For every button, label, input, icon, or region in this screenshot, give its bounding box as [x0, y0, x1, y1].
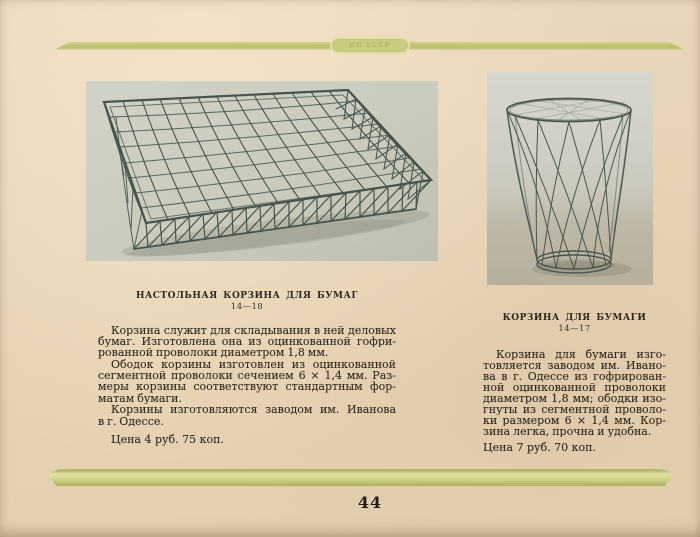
- left-item-section: [98, 291, 396, 446]
- text-line: меры корзины соответствуют стандартным фор-: [98, 381, 396, 393]
- text-line: в г. Одессе.: [98, 415, 164, 428]
- bottom-decorative-rule: [48, 469, 673, 486]
- text-line: зина легка, прочна и удобна.: [483, 425, 652, 437]
- text-line: ной оцинкованной проволоки: [483, 381, 666, 393]
- text-line: Корзины изготовляются заводом им. Иванова: [111, 404, 396, 416]
- left-item-price: Цена 4 руб. 75 коп.: [111, 433, 224, 447]
- text-line: Корзина для бумаги изго-: [496, 348, 666, 360]
- text-line: товляется заводом им. Ивано-: [483, 359, 666, 371]
- text-line: Ободок корзины изготовлен из оцинкованной: [111, 358, 396, 371]
- left-item-title: НАСТОЛЬНАЯ КОРЗИНА ДЛЯ БУМАГ: [135, 291, 359, 301]
- publisher-stamp-label: МП УССР: [349, 42, 391, 49]
- right-item-description: [483, 349, 666, 437]
- wastebasket-illustration: [487, 72, 653, 285]
- publisher-stamp: [330, 37, 410, 54]
- text-line: матам бумаги.: [98, 392, 183, 405]
- text-line: ва в г. Одессе из гофрирован-: [483, 370, 666, 382]
- text-line: диаметром 1,8 мм; ободки изо-: [483, 392, 666, 404]
- right-item-title: КОРЗИНА ДЛЯ БУМАГИ: [502, 313, 647, 323]
- text-line: сегментной проволоки сечением 6 × 1,4 мм. Раз-: [98, 370, 396, 382]
- text-line: ки размером 6 × 1,4 мм. Кор-: [483, 414, 666, 426]
- page-number: 44: [357, 493, 383, 512]
- text-line: гнуты из сегментной проволо-: [483, 403, 666, 415]
- desk-tray-photo: [86, 81, 438, 261]
- left-item-description: [98, 325, 396, 428]
- text-line: рованной проволоки диаметром 1,8 мм.: [98, 347, 329, 359]
- wastebasket-photo: [487, 72, 653, 285]
- desk-tray-illustration: [86, 81, 438, 261]
- text-line: бумаг. Изготовлена она из оцинкованной гофри-: [98, 335, 396, 348]
- left-item-code: 14—18: [230, 301, 264, 312]
- right-item-price: Цена 7 руб. 70 коп.: [483, 440, 596, 454]
- right-item-code: 14—17: [558, 323, 591, 334]
- right-item-section: [483, 313, 666, 454]
- text-line: Корзина служит для складывания в ней деловых: [111, 324, 396, 336]
